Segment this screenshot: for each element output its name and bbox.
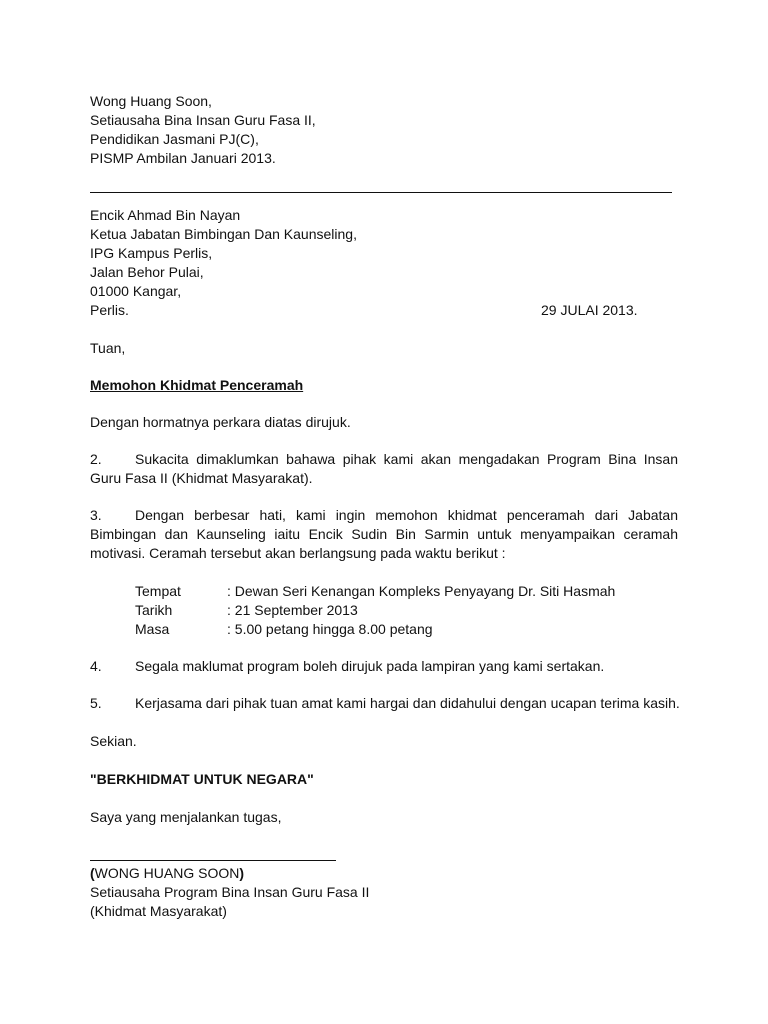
name-paren-close: ) <box>239 865 245 881</box>
header-divider <box>90 192 672 193</box>
paragraph-number: 3. <box>90 507 102 523</box>
salutation: Tuan, <box>90 340 126 356</box>
sender-address <box>90 92 316 168</box>
recipient-line: Encik Ahmad Bin Nayan <box>90 207 241 223</box>
recipient-line: Jalan Behor Pulai, <box>90 264 204 280</box>
recipient-line: IPG Kampus Perlis, <box>90 245 213 261</box>
detail-value: : Dewan Seri Kenangan Kompleks Penyayang Dr. Siti Hasmah <box>227 583 616 599</box>
recipient-line: 01000 Kangar, <box>90 283 182 299</box>
signatory-name-text: WONG HUANG SOON <box>94 865 240 881</box>
detail-label: Tempat <box>135 583 181 599</box>
signature-line <box>90 860 336 861</box>
motto: "BERKHIDMAT UNTUK NEGARA" <box>90 771 314 787</box>
sender-line: PISMP Ambilan Januari 2013. <box>90 150 276 166</box>
paragraph-5 <box>90 694 678 713</box>
paragraph-text: Kerjasama dari pihak tuan amat kami hargai dan didahului dengan ucapan terima kasih. <box>135 695 680 711</box>
detail-label: Masa <box>135 621 170 637</box>
recipient-address <box>90 206 357 320</box>
paragraph-number: 4. <box>90 658 102 674</box>
name-paren-open: ( <box>90 865 95 881</box>
recipient-line: Perlis. <box>90 302 129 318</box>
signatory-name <box>90 864 369 883</box>
paragraph-text: Sukacita dimaklumkan bahawa pihak kami akan mengadakan Program Bina Insan Guru Fasa II (Khidmat Masyarakat). <box>90 451 678 486</box>
paragraph-number: 5. <box>90 695 102 711</box>
closing: Sekian. <box>90 733 137 749</box>
paragraph-4 <box>90 657 678 676</box>
paragraph-number: 2. <box>90 451 102 467</box>
sender-line: Wong Huang Soon, <box>90 93 212 109</box>
signature-block <box>90 864 369 921</box>
detail-label: Tarikh <box>135 602 173 618</box>
intro-paragraph: Dengan hormatnya perkara diatas dirujuk. <box>90 414 351 430</box>
letter-date: 29 JULAI 2013. <box>541 302 638 318</box>
sign-off: Saya yang menjalankan tugas, <box>90 809 282 825</box>
paragraph-3 <box>90 506 678 563</box>
signatory-dept: (Khidmat Masyarakat) <box>90 903 227 919</box>
detail-value: : 5.00 petang hingga 8.00 petang <box>227 621 433 637</box>
signatory-title: Setiausaha Program Bina Insan Guru Fasa II <box>90 884 370 900</box>
detail-value: : 21 September 2013 <box>227 602 358 618</box>
paragraph-2 <box>90 450 678 488</box>
letter-subject: Memohon Khidmat Penceramah <box>90 377 304 393</box>
sender-line: Setiausaha Bina Insan Guru Fasa II, <box>90 112 316 128</box>
recipient-line: Ketua Jabatan Bimbingan Dan Kaunseling, <box>90 226 357 242</box>
paragraph-text: Segala maklumat program boleh dirujuk pada lampiran yang kami sertakan. <box>135 658 605 674</box>
paragraph-text: Dengan berbesar hati, kami ingin memohon khidmat penceramah dari Jabatan Bimbingan dan Kaunseling iaitu Encik Sudin Bin Sarmin untuk menyampaikan ceramah motivasi. Ceramah tersebut akan berlangsung pada waktu berikut : <box>90 507 678 561</box>
sender-line: Pendidikan Jasmani PJ(C), <box>90 131 259 147</box>
